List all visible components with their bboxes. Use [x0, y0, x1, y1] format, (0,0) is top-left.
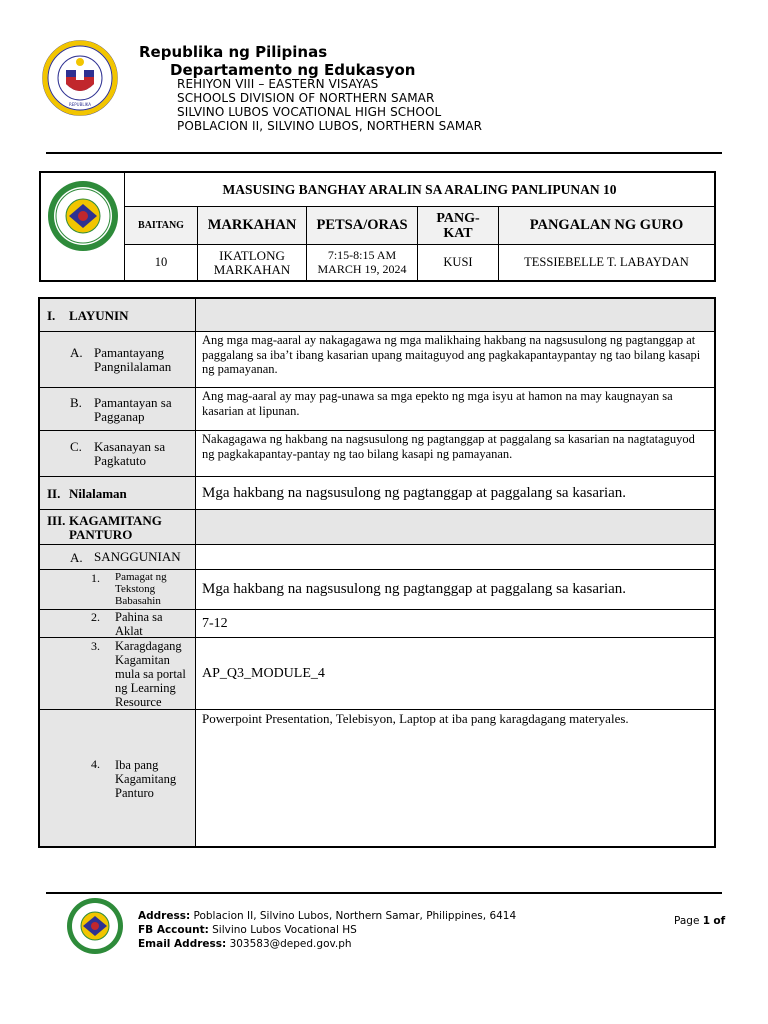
karagdagang-kagamitan-text: AP_Q3_MODULE_4: [196, 638, 714, 709]
ref-3-line5: Resource: [115, 695, 162, 709]
footer-school-seal-logo: [62, 897, 128, 955]
petsa-value: MARCH 19, 2024: [317, 261, 407, 276]
kagamitang-content-cell: [196, 510, 714, 544]
kasanayan-sa-pagkatuto-label-cell: [40, 431, 196, 476]
nilalaman-label-cell: [40, 477, 196, 509]
item-c-number: C.: [70, 439, 82, 454]
page-label: Page: [674, 915, 700, 927]
item-a-label-line1: Pamantayang: [94, 345, 165, 360]
markahan-value-line2: MARKAHAN: [213, 261, 291, 277]
school-logo-cell: [41, 173, 125, 280]
pamagat-text: Mga hakbang na nagsusulong ng pagtanggap at paggalang sa kasarian.: [196, 570, 714, 609]
fb-value: Silvino Lubos Vocational HS: [212, 924, 357, 936]
school-seal-logo: [47, 180, 119, 252]
iba-pang-kagamitan-label-cell: [40, 710, 196, 846]
item-b-label-line2: Pagganap: [94, 409, 145, 424]
page-of: of: [713, 915, 726, 927]
fb-label: FB Account:: [138, 924, 209, 936]
item-a-label-line2: Pangnilalaman: [94, 359, 172, 374]
ref-1-number: 1.: [91, 571, 100, 585]
footer-address: [138, 909, 516, 923]
baitang-header: BAITANG: [125, 207, 198, 245]
pamagat-label-cell: [40, 570, 196, 609]
page-number: [674, 915, 725, 927]
baitang-value: 10: [125, 245, 198, 280]
email-label: Email Address:: [138, 938, 227, 950]
markahan-value: [198, 245, 307, 280]
item-c-label-line2: Pagkatuto: [94, 453, 146, 468]
lesson-plan-title: MASUSING BANGHAY ARALIN SA ARALING PANLIPUNAN 10: [125, 173, 714, 207]
sanggunian-number: A.: [70, 550, 83, 565]
ref-3-line4: ng Learning: [115, 681, 176, 695]
oras-value: 7:15-8:15 AM: [327, 248, 397, 262]
guro-header: PANGALAN NG GURO: [499, 207, 714, 245]
item-c-label-line1: Kasanayan sa: [94, 439, 166, 454]
ref-3-line3: mula sa portal: [115, 667, 186, 681]
sanggunian-label: SANGGUNIAN: [94, 549, 181, 564]
lesson-plan-table: [38, 297, 716, 848]
school-line: SILVINO LUBOS VOCATIONAL HIGH SCHOOL: [177, 105, 442, 119]
kagamitang-panturo-row: [40, 510, 714, 545]
pamagat-row: [40, 570, 714, 610]
item-b-number: B.: [70, 395, 82, 410]
pahina-text: 7-12: [196, 610, 714, 637]
ref-3-line1: Karagdagang: [115, 639, 182, 653]
nilalaman-number: II.: [47, 486, 61, 501]
layunin-number: I.: [47, 308, 56, 323]
layunin-content-cell: [196, 299, 714, 331]
ref-3-line2: Kagamitan: [115, 653, 170, 667]
pahina-row: [40, 610, 714, 638]
ref-1-line2: Tekstong: [115, 583, 156, 595]
pamantayang-pangnilalaman-label-cell: [40, 332, 196, 387]
markahan-header: MARKAHAN: [198, 207, 307, 245]
deped-seal-logo: [42, 40, 118, 116]
departamento-heading: Departamento ng Edukasyon: [170, 61, 416, 79]
pamantayan-sa-pagganap-text: Ang mag-aaral ay may pag-unawa sa mga epekto ng mga isyu at hamon na may kaugnayan sa kasarian at lipunan.: [196, 388, 714, 430]
email-value: 303583@deped.gov.ph: [229, 938, 352, 950]
kasanayan-sa-pagkatuto-row: [40, 431, 714, 477]
school-address-line: POBLACION II, SILVINO LUBOS, NORTHERN SAMAR: [177, 119, 483, 133]
pangkat-header: [418, 207, 499, 245]
address-value: Poblacion II, Silvino Lubos, Northern Samar, Philippines, 6414: [193, 910, 517, 922]
markahan-value-line1: IKATLONG: [219, 247, 285, 263]
sanggunian-content-cell: [196, 545, 714, 569]
kagamitang-panturo-label-cell: [40, 510, 196, 544]
svg-text:REPUBLIKA: REPUBLIKA: [68, 102, 92, 107]
ref-4-number: 4.: [91, 757, 100, 771]
footer-fb: [138, 923, 516, 937]
pangkat-header-line2: KAT: [443, 225, 473, 241]
republika-heading: Republika ng Pilipinas: [139, 43, 328, 61]
ref-1-line1: Pamagat ng: [115, 571, 167, 583]
nilalaman-text: Mga hakbang na nagsusulong ng pagtanggap at paggalang sa kasarian.: [196, 477, 714, 509]
pamantayang-pangnilalaman-text: Ang mga mag-aaral ay nakagagawa ng mga malikhaing hakbang na nagsusulong ng pagtanggap at paggalang sa iba’t ibang kasarian upang maitaguyod ang pagkakapantaypantay ng tao bilang kasapi ng pamayanan.: [196, 332, 714, 387]
footer-email: [138, 937, 516, 951]
ref-2-line2: Aklat: [115, 624, 143, 638]
sanggunian-label-cell: [40, 545, 196, 569]
petsa-oras-header: PETSA/ORAS: [307, 207, 418, 245]
nilalaman-row: [40, 477, 714, 510]
ref-1-line3: Babasahin: [115, 595, 161, 607]
ref-4-line1: Iba pang: [115, 758, 159, 772]
iba-pang-kagamitan-text: Powerpoint Presentation, Telebisyon, Laptop at iba pang karagdagang materyales.: [196, 710, 714, 846]
footer-divider: [46, 892, 722, 894]
layunin-label-cell: [40, 299, 196, 331]
address-label: Address:: [138, 910, 191, 922]
karagdagang-kagamitan-row: [40, 638, 714, 710]
item-b-label-line1: Pamantayan sa: [94, 395, 172, 410]
ref-3-number: 3.: [91, 639, 100, 653]
pamantayan-sa-pagganap-label-cell: [40, 388, 196, 430]
pamantayan-sa-pagganap-row: [40, 388, 714, 431]
ref-4-line2: Kagamitang: [115, 772, 177, 786]
sanggunian-row: [40, 545, 714, 570]
ref-4-line3: Panturo: [115, 786, 154, 800]
layunin-row: [40, 299, 714, 332]
region-line: REHIYON VIII – EASTERN VISAYAS: [177, 77, 379, 91]
kagamitang-label-line1: KAGAMITANG: [69, 513, 162, 528]
pamantayang-pangnilalaman-row: [40, 332, 714, 388]
division-line: SCHOOLS DIVISION OF NORTHERN SAMAR: [177, 91, 435, 105]
guro-value: TESSIEBELLE T. LABAYDAN: [524, 254, 689, 269]
iba-pang-kagamitan-row: [40, 710, 714, 846]
kagamitang-label-line2: PANTURO: [69, 527, 133, 542]
pangkat-header-line1: PANG-: [436, 210, 480, 226]
pahina-label-cell: [40, 610, 196, 637]
header-divider: [46, 152, 722, 154]
nilalaman-label: Nilalaman: [69, 486, 127, 501]
footer-contact: [138, 909, 516, 951]
lesson-info-table: [39, 171, 716, 282]
layunin-label: LAYUNIN: [69, 308, 129, 323]
karagdagang-kagamitan-label-cell: [40, 638, 196, 709]
kagamitang-number: III.: [47, 513, 66, 528]
petsa-oras-value: [307, 245, 418, 280]
ref-2-line1: Pahina sa: [115, 610, 163, 624]
page-current: 1: [702, 915, 711, 927]
item-a-number: A.: [70, 345, 83, 360]
pangkat-value: KUSI: [418, 245, 499, 280]
kasanayan-sa-pagkatuto-text: Nakagagawa ng hakbang na nagsusulong ng pagtanggap at paggalang sa kasarian na nagtataguyod ng pagkakapantay-pantay ng tao bilang kasapi ng pamayanan.: [196, 431, 714, 476]
ref-2-number: 2.: [91, 610, 100, 624]
